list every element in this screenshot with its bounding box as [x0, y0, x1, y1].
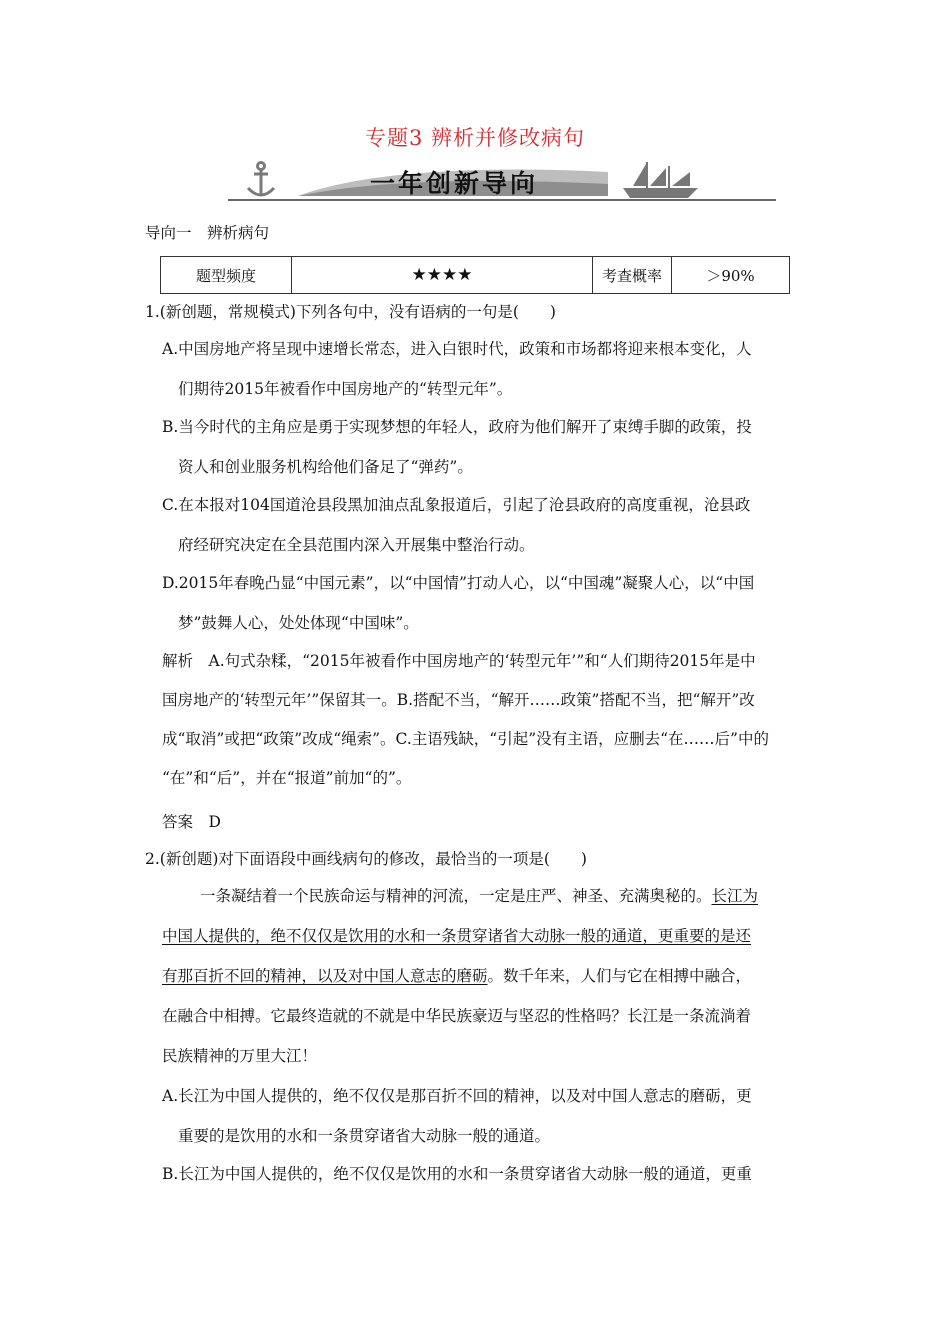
q1-option-a-line2: 们期待2015年被看作中国房地产的“转型元年”。: [178, 380, 513, 398]
q2-option-b-line1: B.长江为中国人提供的，绝不仅仅是饮用的水和一条贯穿诸省大动脉一般的通道，更重: [162, 1165, 752, 1183]
section-banner: [228, 158, 776, 204]
prob-label: 考查概率: [593, 257, 672, 294]
q1-option-b-line1: B.当今时代的主角应是勇于实现梦想的年轻人，政府为他们解开了束缚手脚的政策，投: [162, 418, 752, 436]
q2-option-a-line1: A.长江为中国人提供的，绝不仅仅是那百折不回的精神，以及对中国人意志的磨砺，更: [162, 1087, 752, 1105]
q1-explanation-line2: 国房地产的‘转型元年’”保留其一。B.搭配不当，“解开……政策”搭配不当，把“解开”改: [162, 691, 755, 709]
q2-passage-text: 一条凝结着一个民族命运与精神的河流，一定是庄严、神圣、充满奥秘的。: [200, 887, 712, 905]
page-title: 专题3 辨析并修改病句: [364, 126, 586, 150]
q1-explanation-line1: 解析 A.句式杂糅，“2015年被看作中国房地产的‘转型元年’”和“人们期待2015年是中: [162, 652, 756, 670]
freq-label: 题型频度: [161, 257, 292, 294]
q2-option-a-line2: 重要的是饮用的水和一条贯穿诸省大动脉一般的通道。: [178, 1127, 551, 1145]
q2-underlined-sentence-end: 有那百折不回的精神，以及对中国人意志的磨砺: [162, 967, 488, 985]
q2-passage-line3: [162, 964, 751, 986]
frequency-table: [160, 256, 790, 294]
q1-option-c-line1: C.在本报对104国道沧县段黑加油点乱象报道后，引起了沧县政府的高度重视，沧县政: [162, 496, 751, 514]
q1-explanation-line3: 成“取消”或把“政策”改成“绳索”。C.主语残缺，“引起”没有主语，应删去“在……后”中的: [162, 730, 769, 748]
q2-passage-text: 。数千年来，人们与它在相搏中融合，: [487, 967, 752, 985]
q1-option-d-line2: 梦”鼓舞人心，处处体现“中国味”。: [178, 614, 419, 632]
q1-option-b-line2: 资人和创业服务机构给他们备足了“弹药”。: [178, 458, 473, 476]
anchor-icon: [248, 163, 274, 197]
prob-value: ＞90%: [672, 257, 790, 294]
q2-passage-line5: 民族精神的万里大江！: [162, 1047, 318, 1065]
q2-passage-line4: 在融合中相搏。它最终造就的不就是中华民族豪迈与坚忍的性格吗？长江是一条流淌着: [162, 1007, 752, 1025]
freq-stars: ★★★★: [292, 257, 593, 294]
q1-option-d-line1: D.2015年春晚凸显“中国元素”，以“中国情”打动人心，以“中国魂”凝聚人心，以“中国: [162, 574, 755, 592]
q1-explanation-line4: “在”和“后”，并在“报道”前加“的”。: [162, 769, 412, 787]
ship-icon: [623, 162, 698, 198]
q2-stem: 2.(新创题)对下面语段中画线病句的修改，最恰当的一项是( ): [145, 850, 587, 868]
q2-underlined-sentence: 长江为: [711, 887, 759, 905]
section-heading: 导向一 辨析病句: [145, 224, 270, 242]
q1-answer: 答案 D: [162, 813, 221, 831]
q2-passage-line2: 中国人提供的，绝不仅仅是饮用的水和一条贯穿诸省大动脉一般的通道，更重要的是还: [162, 927, 752, 945]
banner-text: 一年创新导向: [370, 169, 539, 198]
q1-option-c-line2: 府经研究决定在全县范围内深入开展集中整治行动。: [178, 536, 535, 554]
q1-stem: 1.(新创题，常规模式)下列各句中，没有语病的一句是( ): [145, 303, 556, 321]
q1-option-a-line1: A.中国房地产将呈现中速增长常态，进入白银时代，政策和市场都将迎来根本变化，人: [162, 340, 752, 358]
q2-passage-line1: [200, 884, 758, 906]
